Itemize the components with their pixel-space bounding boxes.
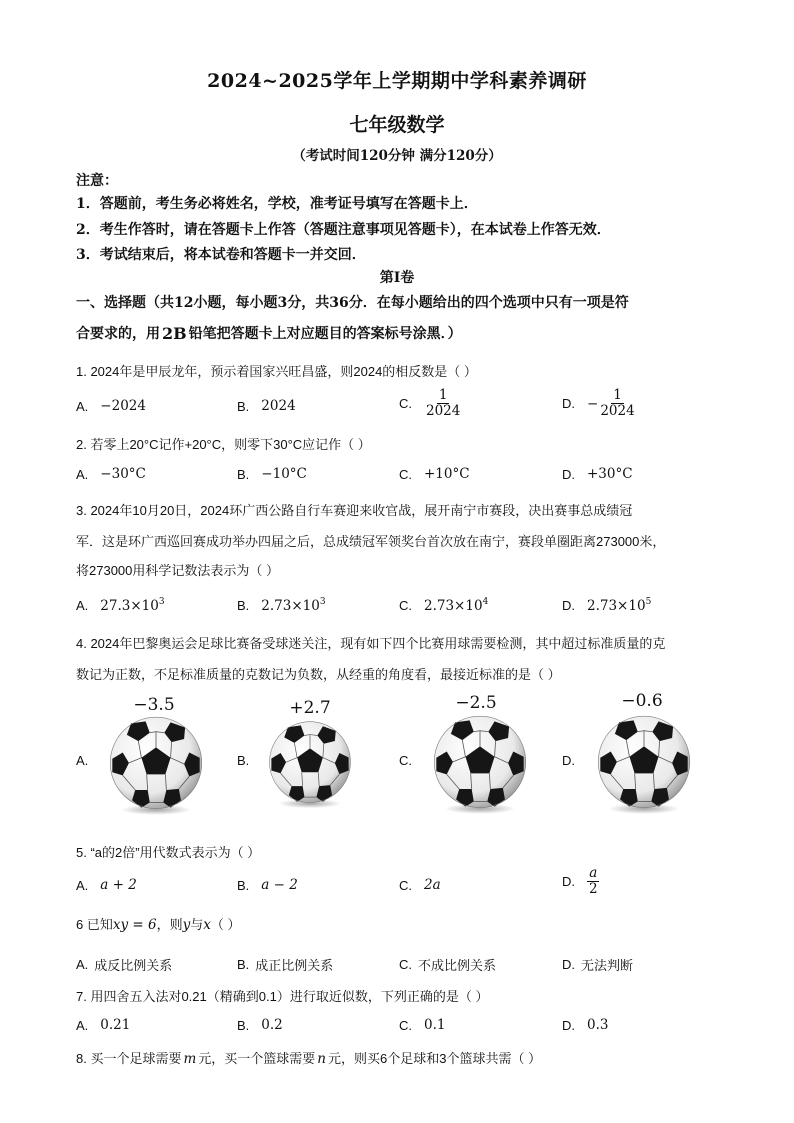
q4-ball-c-value: −2.5	[455, 693, 497, 713]
soccer-ball-icon	[264, 718, 356, 810]
q4-option-a-label: A.	[76, 753, 89, 768]
q3-option-b: B. $2.73\times 10^3$	[237, 597, 326, 614]
q4-option-d-label: D.	[562, 753, 575, 768]
q2-option-b: B. −10°C	[237, 466, 307, 482]
q5-option-a: A. a + 2	[76, 877, 137, 893]
note-item-1: 1．答题前，考生务必将姓名，学校，准考证号填写在答题卡上．	[76, 196, 478, 212]
q5-option-d: D. $\frac{a}{2}$	[562, 865, 598, 897]
q4-ball-a-value: −3.5	[133, 695, 175, 715]
note-item-3: 3．考试结束后，将本试卷和答题卡一并交回．	[76, 247, 366, 263]
question-3-line2: 军．这是环广西巡回赛成功举办四届之后，总成绩冠军领奖台首次放在南宁，赛段单圈距离273000米，	[76, 534, 666, 549]
question-3-line1: 3. 2024年10月20日，2024环广西公路自行车赛迎来收官战，展开南宁市赛段，决出赛事总成绩冠	[76, 503, 633, 518]
q5-option-b: B. a − 2	[237, 877, 298, 893]
soccer-ball-icon	[592, 712, 696, 816]
q7-option-c: C. 0.1	[399, 1017, 446, 1033]
section-heading-line1: 一、选择题（共12小题，每小题3分，共36分．在每小题给出的四个选项中只有一项是符	[76, 295, 629, 311]
exam-subject: 七年级数学	[349, 114, 445, 136]
q6-option-a: A. 成反比例关系	[76, 957, 173, 973]
question-4-line1: 4. 2024年巴黎奥运会足球比赛备受球迷关注，现有如下四个比赛用球需要检测，其中超过标准质量的克	[76, 636, 666, 651]
soccer-ball-icon	[104, 713, 208, 817]
notes-heading: 注意：	[76, 173, 118, 189]
question-3-line3: 将273000用科学记数法表示为（ ）	[76, 563, 279, 578]
question-2-stem: 2. 若零上20°C记作+20°C，则零下30°C应记作（ ）	[76, 437, 371, 452]
soccer-ball-icon	[428, 712, 532, 816]
volume-heading: 第Ⅰ卷	[379, 270, 415, 286]
q4-option-b-label: B.	[237, 753, 250, 768]
section-heading-line2: 合要求的，用 2B 铅笔把答题卡上对应题目的答案标号涂黑．）	[76, 323, 462, 343]
question-8-stem: 8. 买一个足球需要 m 元，买一个篮球需要 n 元，则买6个足球和3个篮球共需（ ）	[76, 1051, 542, 1067]
q3-option-a: A. $27.3\times 10^3$	[76, 597, 165, 614]
q6-option-b: B. 成正比例关系	[237, 957, 334, 973]
q2-option-d: D. +30°C	[562, 466, 633, 482]
note-item-2: 2．考生作答时，请在答题卡上作答（答题注意事项见答题卡），在本试卷上作答无效．	[76, 222, 611, 238]
q6-option-c: C. 不成比例关系	[399, 957, 497, 973]
q4-ball-b-value: +2.7	[289, 698, 331, 718]
q2-option-a: A. −30°C	[76, 466, 146, 482]
q1-option-c: C. $\frac{1}{2024}$	[399, 387, 461, 419]
q6-option-d: D. 无法判断	[562, 957, 634, 973]
q7-option-d: D. 0.3	[562, 1017, 609, 1033]
q4-ball-d-value: −0.6	[621, 691, 663, 711]
q7-option-b: B. 0.2	[237, 1017, 283, 1033]
question-5-stem: 5. “a的2倍”用代数式表示为（ ）	[76, 845, 261, 860]
exam-info: （考试时间120分钟 满分120分）	[292, 148, 502, 164]
q3-option-c: C. $2.73\times 10^4$	[399, 597, 489, 614]
q5-option-c: C. 2a	[399, 877, 441, 893]
question-4-line2: 数记为正数，不足标准质量的克数记为负数，从经重的角度看，最接近标准的是（ ）	[76, 667, 561, 682]
question-7-stem: 7. 用四舍五入法对0.21（精确到0.1）进行取近似数，下列正确的是（ ）	[76, 989, 489, 1004]
q1-option-a: A. −2024	[76, 398, 146, 414]
question-6-stem: 6 已知 xy = 6 ，则 y 与 x （ ）	[76, 917, 241, 933]
q2-option-c: C. +10°C	[399, 466, 470, 482]
q1-option-b: B. 2024	[237, 398, 296, 414]
q7-option-a: A. 0.21	[76, 1017, 131, 1033]
question-1-stem: 1. 2024年是甲辰龙年，预示着国家兴旺昌盛，则2024的相反数是（ ）	[76, 364, 477, 379]
exam-title: 2024~2025学年上学期期中学科素养调研	[207, 70, 587, 92]
q1-option-d: D. − $\frac{1}{2024}$	[562, 387, 635, 419]
q4-option-c-label: C.	[399, 753, 412, 768]
q3-option-d: D. $2.73\times 10^5$	[562, 597, 652, 614]
